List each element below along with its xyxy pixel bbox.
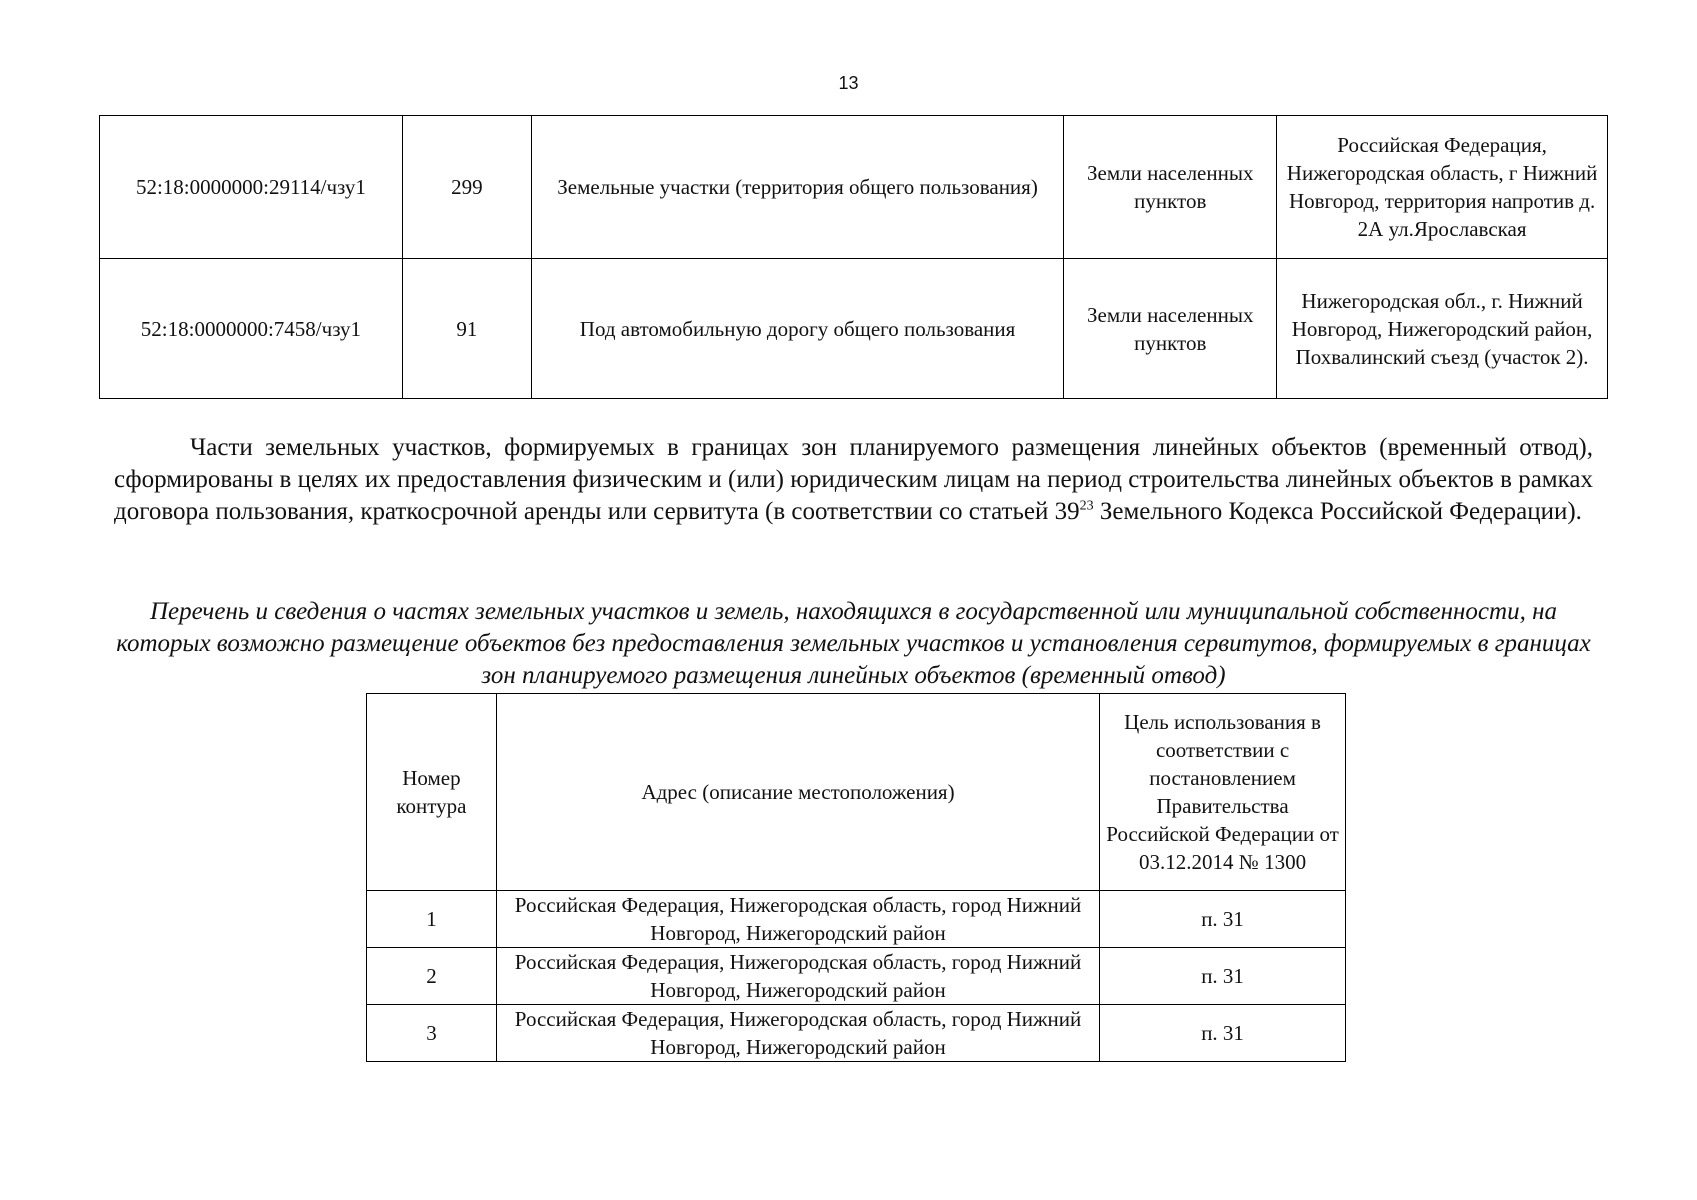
land-category-cell: Земли населенных пунктов xyxy=(1064,116,1277,259)
purpose-cell: п. 31 xyxy=(1100,948,1346,1005)
purpose-cell: Под автомобильную дорогу общего пользования xyxy=(531,259,1064,399)
contour-number-cell: 3 xyxy=(367,1005,497,1062)
address-cell: Российская Федерация, Нижегородская область, город Нижний Новгород, Нижегородский район xyxy=(496,891,1099,948)
table-header-row xyxy=(367,694,1346,891)
table-row xyxy=(367,1005,1346,1062)
address-cell: Российская Федерация, Нижегородская область, город Нижний Новгород, Нижегородский район xyxy=(496,948,1099,1005)
table-row xyxy=(367,891,1346,948)
table-row xyxy=(100,116,1608,259)
paragraph-text-end: Земельного Кодекса Российской Федерации). xyxy=(1093,498,1582,525)
land-plots-table xyxy=(99,115,1608,399)
table-caption: Перечень и сведения о частях земельных участков и земель, находящихся в государственной или муниципальной собственности, на которых возможно размещение объектов без предоставления земельных участков и установления сервитутов, формируемых в границах зон планируемого размещения линейных объектов (временный отвод) xyxy=(116,598,1591,689)
cadastral-number-cell: 52:18:0000000:7458/чзу1 xyxy=(100,259,403,399)
contour-number-cell: 1 xyxy=(367,891,497,948)
table-row xyxy=(100,259,1608,399)
header-contour-number: Номер контура xyxy=(367,694,497,891)
contour-number-cell: 2 xyxy=(367,948,497,1005)
address-cell: Российская Федерация, Нижегородская область, город Нижний Новгород, Нижегородский район xyxy=(496,1005,1099,1062)
header-address: Адрес (описание местоположения) xyxy=(496,694,1099,891)
page-number: 13 xyxy=(838,73,859,93)
purpose-cell: п. 31 xyxy=(1100,1005,1346,1062)
area-cell: 91 xyxy=(402,259,531,399)
article-superscript: 23 xyxy=(1079,498,1094,514)
land-category-cell: Земли населенных пунктов xyxy=(1064,259,1277,399)
purpose-cell: п. 31 xyxy=(1100,891,1346,948)
address-cell: Российская Федерация, Нижегородская область, г Нижний Новгород, территория напротив д. 2А ул.Ярославская xyxy=(1277,116,1608,259)
purpose-cell: Земельные участки (территория общего пользования) xyxy=(531,116,1064,259)
contours-table xyxy=(366,693,1346,1062)
table-row xyxy=(367,948,1346,1005)
body-paragraph xyxy=(114,432,1593,528)
area-cell: 299 xyxy=(402,116,531,259)
address-cell: Нижегородская обл., г. Нижний Новгород, Нижегородский район, Похвалинский съезд (участок 2). xyxy=(1277,259,1608,399)
header-purpose: Цель использования в соответствии с постановлением Правительства Российской Федерации от 03.12.2014 № 1300 xyxy=(1100,694,1346,891)
cadastral-number-cell: 52:18:0000000:29114/чзу1 xyxy=(100,116,403,259)
paragraph-text: Части земельных участков, формируемых в границах зон планируемого размещения линейных объектов (временный отвод), сформированы в целях их предоставления физическим и (или) юридическим лицам на период строительства линейных объектов в рамках договора пользования, краткосрочной аренды или сервитута (в соответствии со статьей 39 xyxy=(114,434,1593,525)
